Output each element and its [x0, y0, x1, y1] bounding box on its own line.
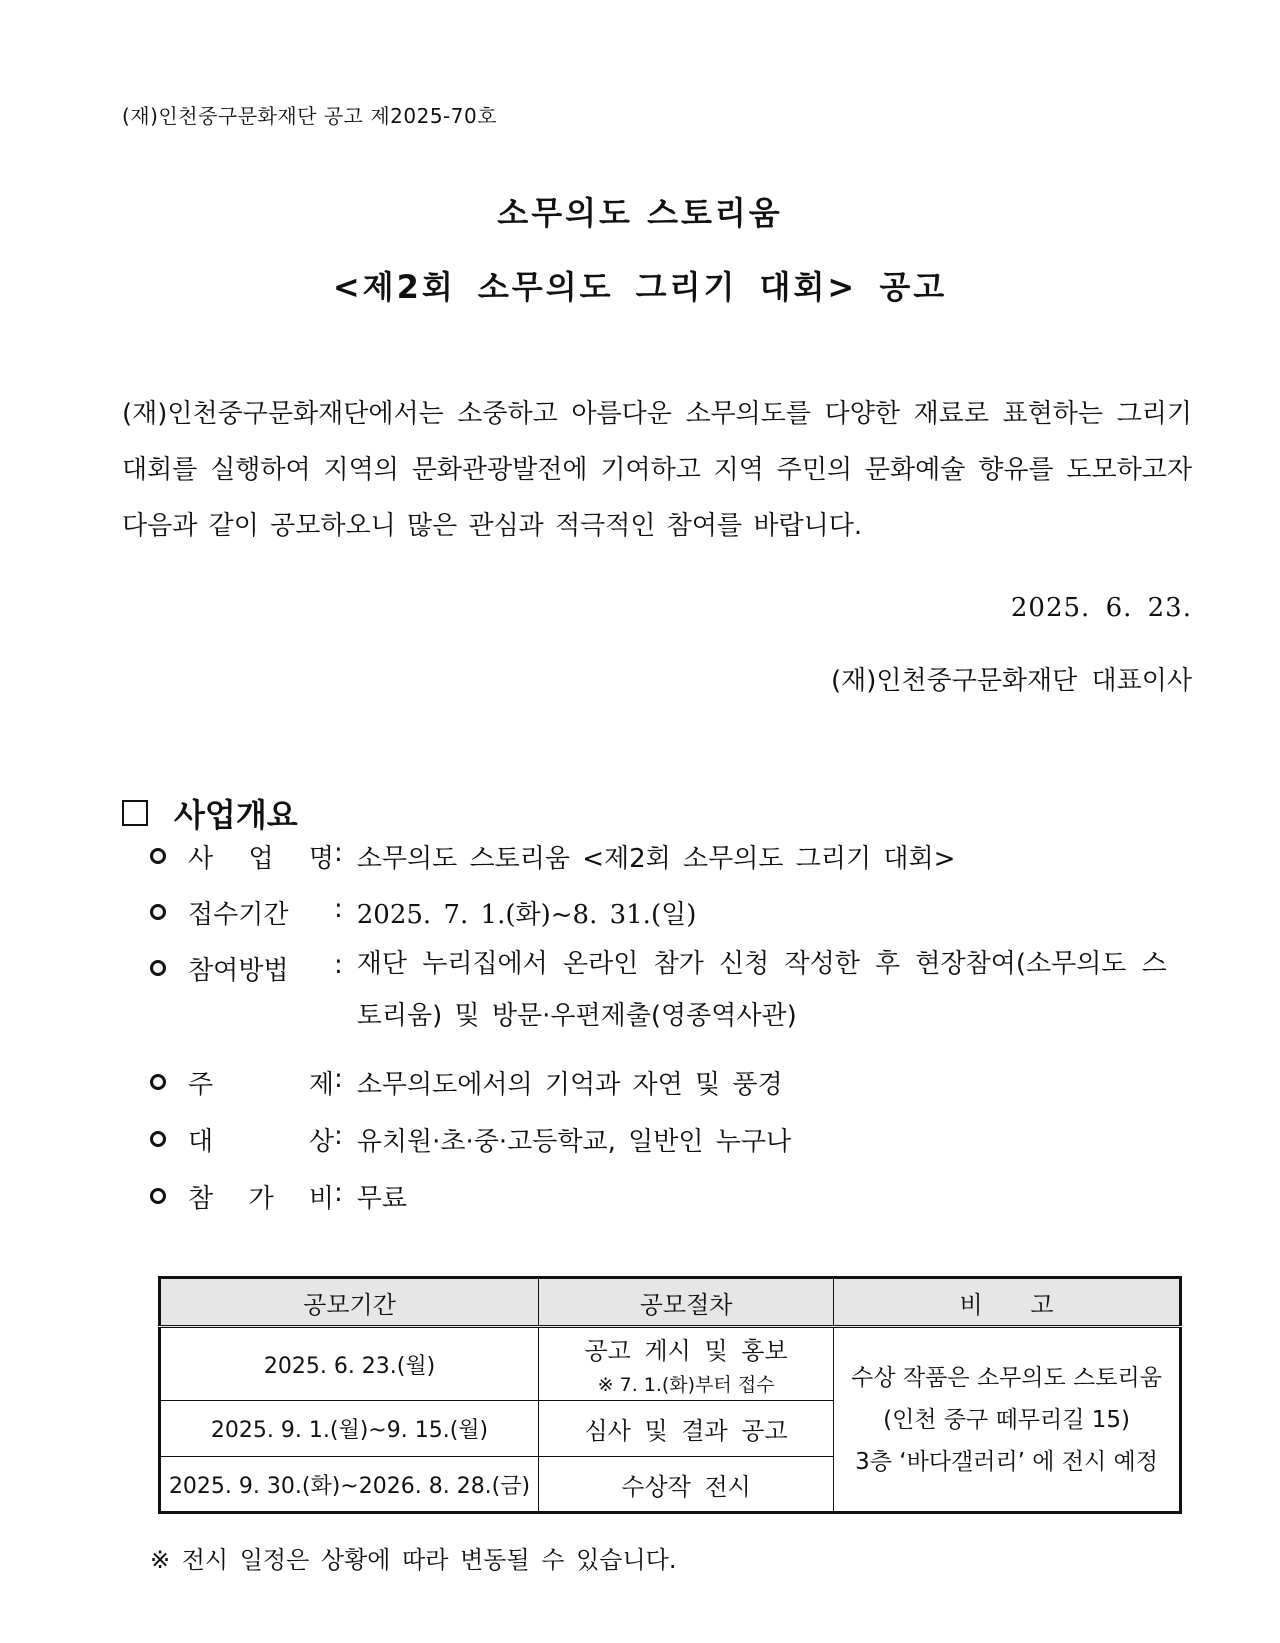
page-subtitle: <제2회 소무의도 그리기 대회> 공고: [332, 268, 948, 306]
overview-item-period: 접수기간 : 2025. 7. 1.(화)~8. 31.(일): [150, 894, 1197, 931]
item-value: 소무의도 스토리움 <제2회 소무의도 그리기 대회>: [356, 844, 956, 874]
period-cell: 2025. 9. 30.(화)~2026. 8. 28.(금): [160, 1457, 539, 1513]
table-header-row: [160, 1278, 1181, 1327]
notice-date: 2025. 6. 23.: [1010, 593, 1192, 623]
item-label: 사 업 명: [188, 844, 334, 874]
item-value: 2025. 7. 1.(화)~8. 31.(일): [356, 900, 697, 930]
circle-bullet-icon: [150, 1188, 166, 1204]
item-value: 무료: [356, 1184, 407, 1214]
period-cell: 2025. 6. 23.(월): [160, 1327, 539, 1401]
item-value: 재단 누리집에서 온라인 참가 신청 작성한 후 현장참여(소무의도 스토리움) 및 방문·우편제출(영종역사관): [356, 949, 1167, 1031]
page-title: 소무의도 스토리움: [497, 194, 783, 232]
circle-bullet-icon: [150, 848, 166, 864]
column-header: 공모절차: [539, 1278, 834, 1327]
notice-number: (재)인천중구문화재단 공고 제2025-70호: [122, 104, 498, 128]
circle-bullet-icon: [150, 1074, 166, 1090]
schedule-table: [158, 1276, 1182, 1514]
item-label: 참 가 비: [188, 1184, 334, 1214]
intro-paragraph: (재)인천중구문화재단에서는 소중하고 아름다운 소무의도를 다양한 재료로 표현하는 그리기 대회를 실행하여 지역의 문화관광발전에 기여하고 지역 주민의 문화예술 향유를 도모하고자 다음과 같이 공모하오니 많은 관심과 적극적인 참여를 바랍니다.: [122, 399, 1192, 541]
overview-item-method: 참여방법 : 재단 누리집에서 온라인 참가 신청 작성한 후 현장참여(소무의도 스토리움) 및 방문·우편제출(영종역사관): [150, 950, 1167, 1042]
item-label: 대 상: [188, 1127, 334, 1157]
item-label: 주 제: [188, 1070, 334, 1100]
circle-bullet-icon: [150, 1131, 166, 1147]
item-label: 접수기간: [188, 900, 289, 930]
item-value: 유치원·초·중·고등학교, 일반인 누구나: [356, 1127, 792, 1157]
table-row: [160, 1327, 1181, 1401]
overview-item-fee: 참 가 비 : 무료: [150, 1178, 1197, 1215]
item-label: 참여방법: [188, 956, 289, 986]
overview-item-name: 사 업 명 : 소무의도 스토리움 <제2회 소무의도 그리기 대회>: [150, 838, 1197, 875]
footnote: ※ 전시 일정은 상황에 따라 변동될 수 있습니다.: [150, 1546, 677, 1574]
procedure-cell: 공고 게시 및 홍보 ※ 7. 1.(화)부터 접수: [539, 1327, 834, 1401]
circle-bullet-icon: [150, 960, 166, 976]
procedure-cell: 수상작 전시: [539, 1457, 834, 1513]
procedure-cell: 심사 및 결과 공고: [539, 1401, 834, 1457]
period-cell: 2025. 9. 1.(월)~9. 15.(월): [160, 1401, 539, 1457]
item-value: 소무의도에서의 기억과 자연 및 풍경: [356, 1070, 783, 1100]
section-title: 사업개요: [174, 796, 298, 834]
procedure-note: ※ 7. 1.(화)부터 접수: [597, 1374, 775, 1396]
circle-bullet-icon: [150, 904, 166, 920]
overview-item-theme: 주 제 : 소무의도에서의 기억과 자연 및 풍경: [150, 1064, 1197, 1101]
signature: (재)인천중구문화재단 대표이사: [830, 666, 1192, 696]
remark-cell: 수상 작품은 소무의도 스토리움 (인천 중구 떼무리길 15) 3층 ‘바다갤러리’ 에 전시 예정: [834, 1327, 1181, 1513]
column-header: 비 고: [834, 1278, 1181, 1327]
checkbox-icon: [122, 800, 148, 826]
column-header: 공모기간: [160, 1278, 539, 1327]
section-heading: [122, 790, 298, 836]
overview-item-target: 대 상 : 유치원·초·중·고등학교, 일반인 누구나: [150, 1121, 1197, 1158]
